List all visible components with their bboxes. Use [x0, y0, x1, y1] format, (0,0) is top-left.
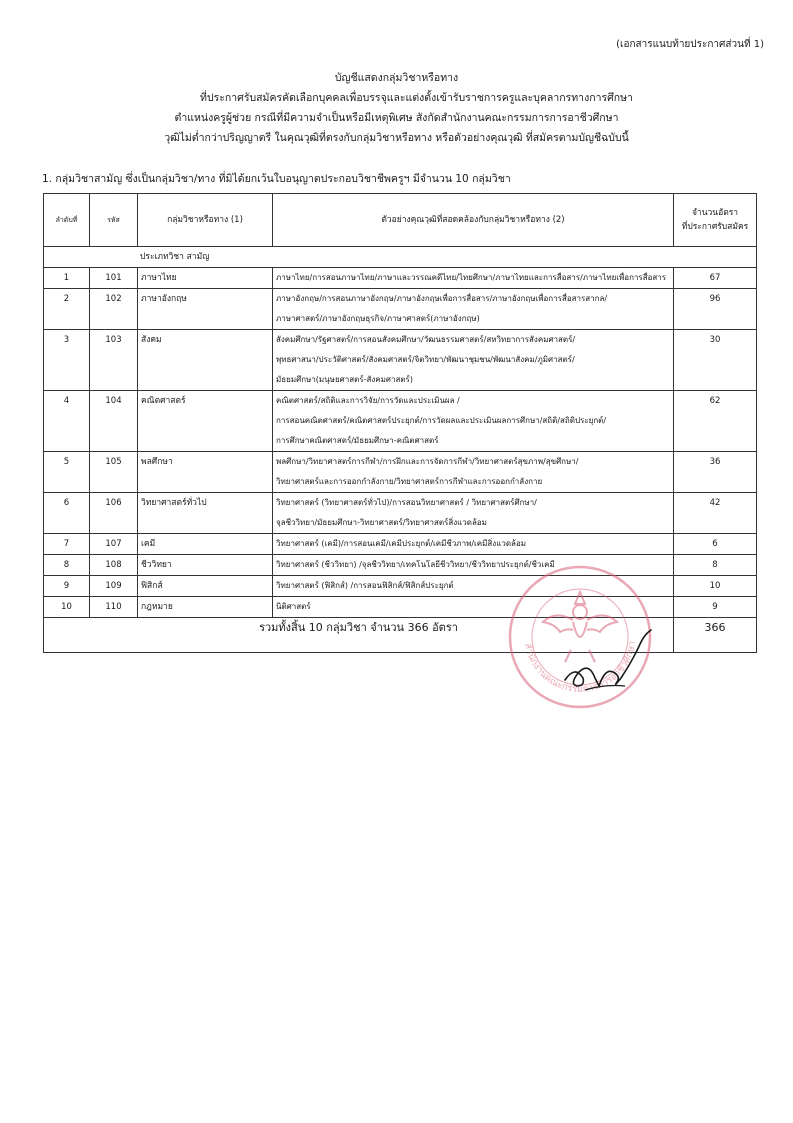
title-line-4: วุฒิไม่ต่ำกว่าปริญญาตรี ในคุณวุฒิที่ตรงกับกลุ่มวิชาหรือทาง หรือตัวอย่างคุณวุฒิ ที่สมัครตามบัญชีฉบับนี้	[164, 132, 629, 144]
row-no: 1	[44, 268, 90, 289]
header-group: กลุ่มวิชาหรือทาง (1)	[138, 194, 273, 247]
row-no: 10	[44, 597, 90, 618]
example-line: ภาษาอังกฤษ/การสอนภาษาอังกฤษ/ภาษาอังกฤษเพื่อการสื่อสาร/ภาษาอังกฤษเพื่อการสื่อสารสากล/	[276, 294, 608, 303]
row-code: 102	[90, 289, 138, 330]
document-title	[0, 68, 793, 148]
header-code: รหัส	[90, 194, 138, 247]
row-count: 6	[674, 534, 757, 555]
row-no: 8	[44, 555, 90, 576]
row-count: 96	[674, 289, 757, 330]
row-no: 4	[44, 391, 90, 452]
row-examples	[273, 330, 674, 391]
row-no: 3	[44, 330, 90, 391]
row-examples	[273, 452, 674, 493]
section-title: 1. กลุ่มวิชาสามัญ ซึ่งเป็นกลุ่มวิชา/ทาง ที่มิได้ยกเว้นใบอนุญาตประกอบวิชาชีพครูฯ มีจำนวน 10 กลุ่มวิชา	[42, 173, 511, 185]
example-line: สังคมศึกษา/รัฐศาสตร์/การสอนสังคมศึกษา/วัฒนธรรมศาสตร์/สหวิทยาการสังคมศาสตร์/	[276, 335, 576, 344]
row-group: สังคม	[138, 330, 273, 391]
row-no: 7	[44, 534, 90, 555]
table-header-row	[44, 194, 757, 247]
row-examples	[273, 391, 674, 452]
row-examples	[273, 493, 674, 534]
row-count: 10	[674, 576, 757, 597]
row-code: 106	[90, 493, 138, 534]
row-code: 105	[90, 452, 138, 493]
handwritten-signature	[555, 620, 655, 700]
row-count: 67	[674, 268, 757, 289]
total-count: 366	[674, 618, 757, 653]
row-no: 9	[44, 576, 90, 597]
example-line: ภาษาศาสตร์/ภาษาอังกฤษธุรกิจ/ภาษาศาสตร์(ภาษาอังกฤษ)	[276, 314, 480, 323]
table-row	[44, 534, 757, 555]
row-no: 2	[44, 289, 90, 330]
seal-ring-text: สำนักงานคณะกรรมการการอาชีวศึกษา	[522, 640, 638, 695]
row-code: 107	[90, 534, 138, 555]
row-group: กฎหมาย	[138, 597, 273, 618]
total-label: รวมทั้งสิ้น 10 กลุ่มวิชา จำนวน 366 อัตรา	[44, 618, 674, 653]
example-line: พุทธศาสนา/ประวัติศาสตร์/สังคมศาสตร์/จิตวิทยา/พัฒนาชุมชน/พัฒนาสังคม/ภูมิศาสตร์/	[276, 355, 575, 364]
example-line: นิติศาสตร์	[276, 602, 311, 611]
example-line: การสอนคณิตศาสตร์/คณิตศาสตร์ประยุกต์/การวัดผลและประเมินผลการศึกษา/สถิติ/สถิติประยุกต์/	[276, 416, 607, 425]
category-label: ประเภทวิชา สามัญ	[44, 247, 757, 268]
row-group: เคมี	[138, 534, 273, 555]
title-line-2: ที่ประกาศรับสมัครคัดเลือกบุคคลเพื่อบรรจุและแต่งตั้งเข้ารับราชการครูและบุคลากรทางการศึกษา	[200, 92, 633, 104]
row-count: 36	[674, 452, 757, 493]
table-row	[44, 493, 757, 534]
row-count: 30	[674, 330, 757, 391]
row-group: ภาษาไทย	[138, 268, 273, 289]
row-group: ชีววิทยา	[138, 555, 273, 576]
header-no: ลำดับที่	[44, 194, 90, 247]
header-count-line-1: จำนวนอัตรา	[691, 208, 739, 218]
example-line: คณิตศาสตร์/สถิติและการวิจัย/การวัดและประเมินผล /	[276, 396, 460, 405]
header-count-line-2: ที่ประกาศรับสมัคร	[681, 222, 749, 232]
row-group: คณิตศาสตร์	[138, 391, 273, 452]
example-line: มัธยมศึกษา(มนุษยศาสตร์-สังคมศาสตร์)	[276, 375, 413, 384]
title-line-1: บัญชีแสดงกลุ่มวิชาหรือทาง	[334, 72, 459, 84]
row-group: ภาษาอังกฤษ	[138, 289, 273, 330]
row-count: 8	[674, 555, 757, 576]
example-line: การศึกษาคณิตศาสตร์/มัธยมศึกษา-คณิตศาสตร์	[276, 436, 439, 445]
row-count: 62	[674, 391, 757, 452]
table-row	[44, 289, 757, 330]
row-examples	[273, 289, 674, 330]
row-group: ฟิสิกส์	[138, 576, 273, 597]
row-group: พลศึกษา	[138, 452, 273, 493]
example-line: พลศึกษา/วิทยาศาสตร์การกีฬา/การฝึกและการจัดการกีฬา/วิทยาศาสตร์สุขภาพ/สุขศึกษา/	[276, 457, 579, 466]
row-code: 101	[90, 268, 138, 289]
table-row	[44, 330, 757, 391]
example-line: วิทยาศาสตร์ (ฟิสิกส์) /การสอนฟิสิกส์/ฟิสิกส์ประยุกต์	[276, 581, 454, 590]
table-row	[44, 452, 757, 493]
header-examples: ตัวอย่างคุณวุฒิที่สอดคล้องกับกลุ่มวิชาหรือทาง (2)	[273, 194, 674, 247]
example-line: จุลชีววิทยา/มัธยมศึกษา-วิทยาศาสตร์/วิทยาศาสตร์สิ่งแวดล้อม	[276, 518, 487, 527]
row-examples	[273, 268, 674, 289]
title-line-3: ตำแหน่งครูผู้ช่วย กรณีที่มีความจำเป็นหรือมีเหตุพิเศษ สังกัดสำนักงานคณะกรรมการการอาชีวศึกษา	[174, 112, 619, 124]
category-row	[44, 247, 757, 268]
row-no: 6	[44, 493, 90, 534]
row-count: 9	[674, 597, 757, 618]
row-count: 42	[674, 493, 757, 534]
table-row	[44, 268, 757, 289]
row-code: 103	[90, 330, 138, 391]
header-count	[674, 194, 757, 247]
attachment-note: (เอกสารแนบท้ายประกาศส่วนที่ 1)	[616, 39, 764, 50]
example-line: ภาษาไทย/การสอนภาษาไทย/ภาษาและวรรณคดีไทย/ไทยศึกษา/ภาษาไทยและการสื่อสาร/ภาษาไทยเพื่อการสื่อสาร	[276, 273, 667, 282]
example-line: วิทยาศาสตร์ (วิทยาศาสตร์ทั่วไป)/การสอนวิทยาศาสตร์ / วิทยาศาสตร์ศึกษา/	[276, 498, 537, 507]
example-line: วิทยาศาสตร์ (เคมี)/การสอนเคมี/เคมีประยุกต์/เคมีชีวภาพ/เคมีสิ่งแวดล้อม	[276, 539, 527, 548]
example-line: วิทยาศาสตร์และการออกกำลังกาย/วิทยาศาสตร์การกีฬาและการออกกำลังกาย	[276, 477, 543, 486]
row-code: 109	[90, 576, 138, 597]
example-line: วิทยาศาสตร์ (ชีววิทยา) /จุลชีววิทยา/เทคโนโลยีชีววิทยา/ชีววิทยาประยุกต์/ชีวเคมี	[276, 560, 555, 569]
row-examples	[273, 534, 674, 555]
table-row	[44, 391, 757, 452]
row-code: 104	[90, 391, 138, 452]
row-group: วิทยาศาสตร์ทั่วไป	[138, 493, 273, 534]
row-no: 5	[44, 452, 90, 493]
row-code: 110	[90, 597, 138, 618]
row-code: 108	[90, 555, 138, 576]
